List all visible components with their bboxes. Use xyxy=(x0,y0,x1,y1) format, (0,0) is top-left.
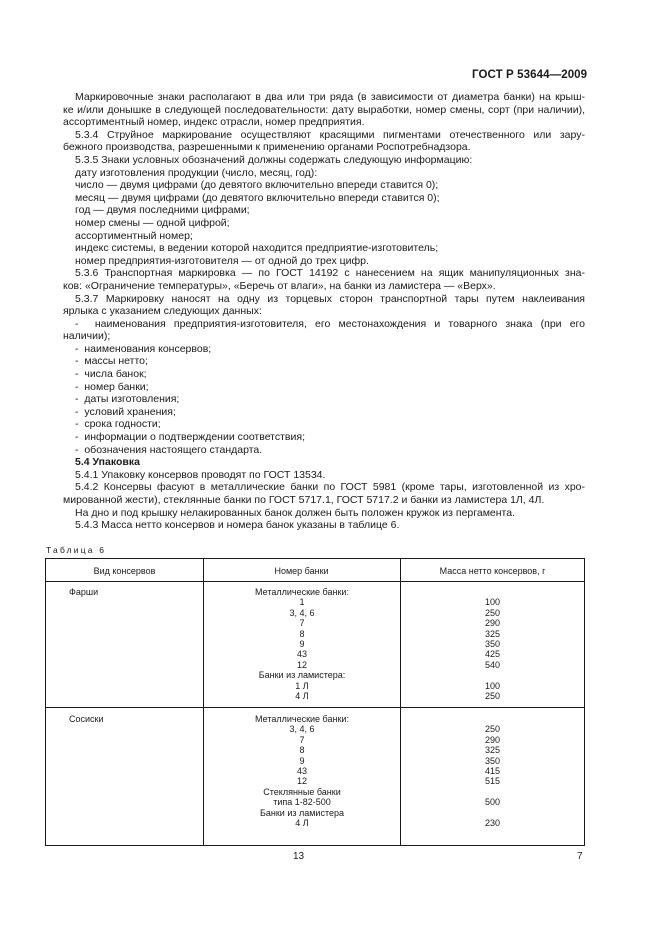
paragraph-line: число — двумя цифрами (до девятого включительно впереди ставится 0); xyxy=(75,179,439,192)
section-heading: 5.4 Упаковка xyxy=(75,456,140,469)
can-number-list xyxy=(203,714,401,828)
mass-value: 230 xyxy=(484,817,501,828)
mass-value xyxy=(400,587,585,597)
table-caption: Таблица 6 xyxy=(46,545,107,555)
paragraph-line: Маркировочные знаки располагают в два или три ряда (в зависимости от диаметра банки) на крыш- xyxy=(75,91,585,103)
list-item: - информации о подтверждении соответствия; xyxy=(63,431,585,444)
can-number: 4 Л xyxy=(295,818,309,829)
can-number: 12 xyxy=(296,776,307,787)
mass-value: 250 xyxy=(484,724,501,735)
body-text xyxy=(63,91,585,532)
row-divider xyxy=(46,707,584,708)
paragraph-line: 5.4.2 Консервы фасуют в металлические банки по ГОСТ 5981 (кроме тары, изготовленной из хро- xyxy=(75,481,585,494)
mass-value: 290 xyxy=(484,734,501,745)
mass-value: 515 xyxy=(484,776,501,787)
paragraph-line: номер предприятия-изготовителя — от одной до трех цифр. xyxy=(75,254,369,267)
list-item: - обозначения настоящего стандарта. xyxy=(63,444,585,457)
can-number: 12 xyxy=(296,659,307,670)
can-number: Металлические банки: xyxy=(255,714,349,724)
paragraph-line: ярлыка с указанием следующих данных: xyxy=(63,305,262,318)
product-type: Фарши xyxy=(69,587,99,597)
list-item: - числа банок; xyxy=(63,368,585,381)
data-table xyxy=(45,558,585,846)
can-number: Стеклянные банки xyxy=(263,786,341,797)
paragraph-line: год — двумя последними цифрами; xyxy=(75,204,250,217)
product-type: Сосиски xyxy=(69,714,104,724)
list-item: - срока годности; xyxy=(63,418,585,431)
can-number: 9 xyxy=(299,755,305,766)
list-item: - даты изготовления; xyxy=(63,393,585,406)
mass-value: 325 xyxy=(484,745,501,756)
paragraph-line: 5.4.1 Упаковку консервов проводят по ГОСТ 13534. xyxy=(75,468,326,481)
paragraph-line: номер смены — одной цифрой; xyxy=(75,216,230,229)
document-header: ГОСТ Р 53644—2009 xyxy=(472,69,588,81)
can-number-list xyxy=(203,587,401,701)
mass-value: 325 xyxy=(484,628,501,639)
mass-value: 250 xyxy=(484,607,501,618)
paragraph-line: 5.3.4 Струйное маркирование осуществляют красящими пигментами отечественного или зару- xyxy=(75,128,585,141)
column-header: Вид консервов xyxy=(93,566,156,576)
mass-value: 290 xyxy=(484,618,501,629)
mass-value: 250 xyxy=(484,690,501,701)
mass-value: 350 xyxy=(484,755,501,766)
paragraph-line: мированной жести), стеклянные банки по ГОСТ 5717.1, ГОСТ 5717.2 и банки из ламистера 1Л, 4Л. xyxy=(63,494,545,506)
mass-value xyxy=(400,714,585,724)
can-number: 8 xyxy=(299,628,305,639)
paragraph-line: индекс системы, в ведении которой находится предприятие-изготовитель; xyxy=(75,242,439,255)
paragraph-line: ассортиментный номер, индекс отрасли, номер предприятия. xyxy=(63,116,365,129)
column-header: Номер банки xyxy=(274,566,329,576)
mass-value xyxy=(400,808,585,818)
sheet-number: 7 xyxy=(577,851,583,862)
can-number: 4 Л xyxy=(295,691,309,702)
mass-value: 540 xyxy=(484,659,501,670)
can-number: Металлические банки: xyxy=(255,587,349,597)
mass-value xyxy=(400,670,585,680)
list-item: - массы нетто; xyxy=(63,355,585,368)
can-number: 3, 4, 6 xyxy=(289,607,315,618)
mass-value: 100 xyxy=(484,680,501,691)
page-number: 13 xyxy=(293,851,305,862)
mass-value xyxy=(400,787,585,797)
paragraph-line: 5.3.6 Транспортная маркировка — по ГОСТ 14192 с нанесением на ящик манипуляционных зна- xyxy=(75,267,585,280)
mass-value: 350 xyxy=(484,638,501,649)
mass-value: 415 xyxy=(484,765,501,776)
mass-value: 500 xyxy=(484,797,501,808)
paragraph-line: дату изготовления продукции (число, месяц, год): xyxy=(75,166,318,179)
can-number: 43 xyxy=(296,766,307,777)
can-number: Банки из ламистера: xyxy=(258,670,346,681)
can-number: 3, 4, 6 xyxy=(289,724,315,735)
can-number: 9 xyxy=(299,639,305,650)
column-header: Масса нетто консервов, г xyxy=(439,566,546,576)
paragraph-line: 5.4.3 Масса нетто консервов и номера банок указаны в таблице 6. xyxy=(75,519,400,532)
paragraph-line: ков: «Ограничение температуры», «Беречь от влаги», на банки из ламистера — «Верх». xyxy=(63,279,496,292)
paragraph-line: месяц — двумя цифрами (до девятого включительно впереди ставится 0); xyxy=(75,191,440,204)
list-item: - условий хранения; xyxy=(63,406,585,419)
can-number: 7 xyxy=(299,618,305,629)
header-divider xyxy=(46,581,584,582)
list-item: - номер банки; xyxy=(63,381,585,394)
paragraph-line: 5.3.5 Знаки условных обозначений должны содержать следующую информацию: xyxy=(75,153,473,166)
can-number: 1 Л xyxy=(295,680,309,691)
can-number: типа 1-82-500 xyxy=(273,797,331,808)
can-number: 7 xyxy=(299,734,305,745)
paragraph-line: На дно и под крышку нелакированных банок должен быть положен кружок из пергамента. xyxy=(75,506,515,519)
can-number: Банки из ламистера xyxy=(259,807,344,818)
mass-value: 425 xyxy=(484,649,501,660)
can-number: 8 xyxy=(299,745,305,756)
can-number: 1 xyxy=(299,597,305,608)
mass-list xyxy=(400,714,585,828)
paragraph-line: ассортиментный номер; xyxy=(75,229,193,242)
paragraph-line: наличии); xyxy=(63,330,111,343)
mass-list xyxy=(400,587,585,701)
can-number: 43 xyxy=(296,649,307,660)
paragraph-line: 5.3.7 Маркировку наносят на одну из торцевых сторон транспортной тары путем наклеивания xyxy=(75,292,585,305)
list-item: - наименования предприятия-изготовителя, его местонахождения и товарного знака (при его xyxy=(63,318,585,331)
paragraph-line: бежного производства, разрешенными к применению органами Роспотребнадзора. xyxy=(63,141,471,154)
paragraph-line: ке и/или донышке в следующей последовательности: дату выработки, номер смены, сорт (при наличии), xyxy=(63,103,585,116)
list-item: - наименования консервов; xyxy=(63,343,585,356)
mass-value: 100 xyxy=(484,597,501,608)
